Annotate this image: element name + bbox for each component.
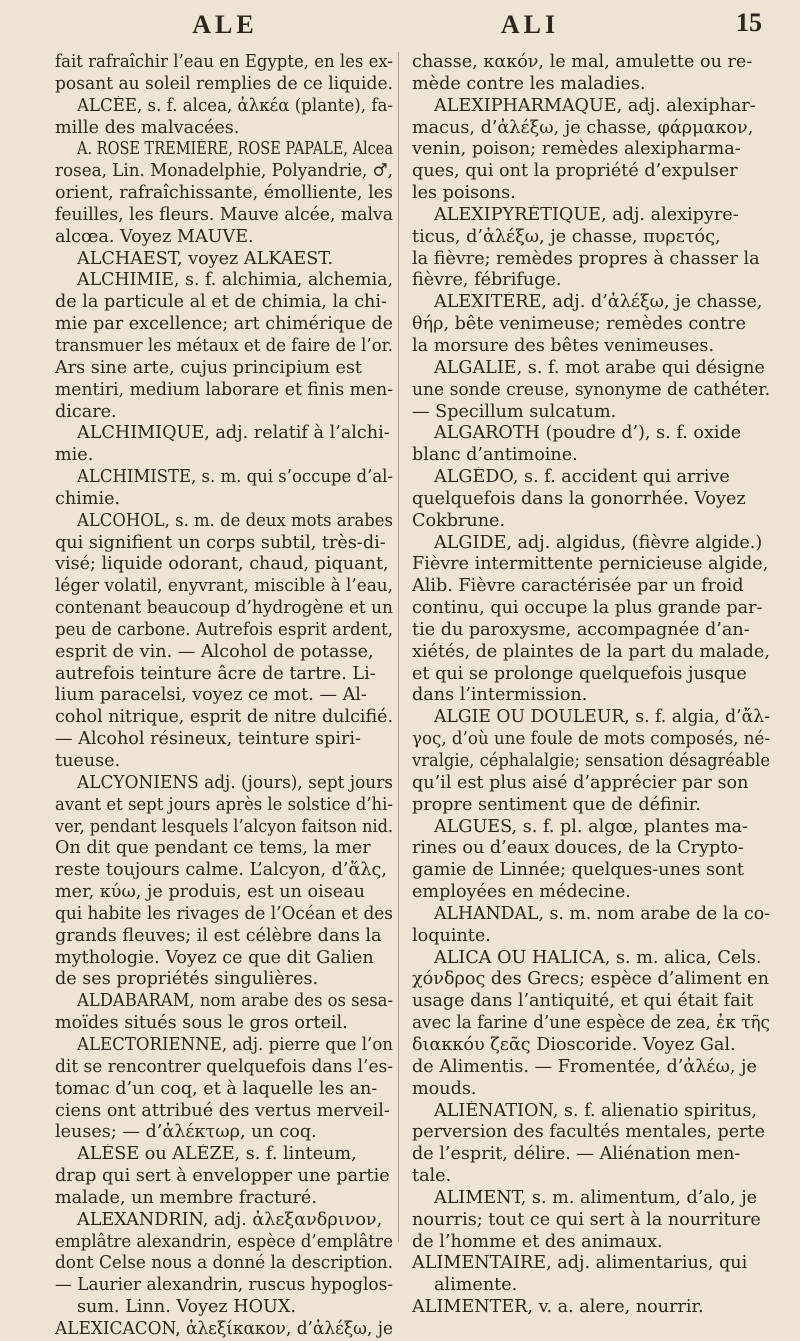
text-line: la fièvre; remèdes propres à chasser la	[412, 248, 760, 269]
text-line: qui habite les rivages de l’Océan et des	[55, 903, 393, 924]
text-line: de la particule al et de chimia, la chi-	[55, 292, 387, 313]
text-line: alcœa. Voyez MAUVE.	[55, 226, 254, 247]
text-line: Fièvre intermittente pernicieuse algide,	[412, 554, 769, 575]
text-line: ALCOHOL, s. m. de deux mots arabes	[77, 510, 393, 531]
text-line: ALCÉE, s. f. alcea, ἀλκέα (plante), fa-	[77, 95, 393, 116]
text-line: alimente.	[434, 1275, 518, 1296]
text-line: mie.	[55, 445, 94, 466]
text-line: ALCHIMISTE, s. m. qui s’occupe d’al-	[77, 467, 393, 488]
text-line: la morsure des bêtes venimeuses.	[412, 335, 715, 356]
text-line: emplâtre alexandrin, espèce d’emplâtre	[55, 1231, 393, 1252]
text-line: avec la farine d’une espèce de zea, ἐκ τῆς	[412, 1013, 770, 1034]
text-line: gamie de Linnée; quelques-unes sont	[412, 860, 744, 881]
left-column	[55, 52, 393, 1341]
text-line: dans l’intermission.	[412, 685, 588, 706]
page-number: 15	[736, 8, 762, 37]
text-line: dont Celse nous a donné la description.	[55, 1253, 393, 1274]
text-line: esprit de vin. — Alcohol de potasse,	[55, 641, 374, 662]
text-line: Alib. Fièvre caractérisée par un froid	[412, 576, 744, 597]
text-line: mouds.	[412, 1078, 477, 1099]
text-line: Cokbrune.	[412, 510, 506, 531]
text-line: ALEXITÈRE, adj. d’ἀλέξω, je chasse,	[434, 292, 763, 313]
text-line: lium paracelsi, voyez ce mot. — Al-	[55, 685, 367, 706]
text-line: γος, d’où une foule de mots composés, né-	[412, 729, 770, 750]
text-line: perversion des facultés mentales, perte	[412, 1122, 766, 1143]
text-line: χόνδρος des Grecs; espèce d’aliment en	[412, 969, 769, 990]
text-line: posant au soleil remplies de ce liquide.	[55, 73, 393, 94]
text-line: tomac d’un coq, et à laquelle les an-	[55, 1078, 378, 1099]
text-line: ALIMENT, s. m. alimentum, d’alo, je	[434, 1187, 758, 1208]
text-line: loquinte.	[412, 925, 491, 946]
text-line: mède contre les maladies.	[412, 73, 646, 94]
text-line: avant et sept jours après le solstice d’hi-	[55, 794, 393, 815]
text-line: continu, qui occupe la plus grande par-	[412, 598, 763, 619]
text-line: qu’il est plus aisé d’apprécier par son	[412, 772, 749, 793]
text-line: mythologie. Voyez ce que dit Galien	[55, 947, 374, 968]
text-line: mille des malvacées.	[55, 117, 240, 138]
text-line: venin, poison; remèdes alexipharma-	[412, 139, 741, 160]
text-line: orient, rafraîchissante, émolliente, les	[55, 183, 393, 204]
text-line: mer, κύω, je produis, est un oiseau	[55, 882, 365, 903]
text-line: chimie.	[55, 488, 121, 509]
text-line: fait rafraîchir l’eau en Egypte, en les ex-	[55, 52, 393, 72]
text-line: θήρ, bête venimeuse; remèdes contre	[412, 314, 746, 335]
text-line: ALEXANDRIN, adj. ἀλεξανδρινον,	[77, 1209, 383, 1230]
text-line: léger volatil, enyvrant, miscible à l’eau,	[55, 576, 393, 597]
text-line: διακκόυ ζεᾶς Dioscoride. Voyez Gal.	[412, 1034, 736, 1055]
text-line: usage dans l’antiquité, et qui était fait	[412, 991, 754, 1012]
text-line: ALDABARAM, nom arabe des os sesa-	[77, 991, 393, 1012]
text-line: ALEXIPHARMAQUE, adj. alexiphar-	[434, 95, 756, 116]
text-line: moïdes situés sous le gros orteil.	[55, 1013, 348, 1034]
text-line: ALEXICACON, ἀλεξίκακον, d’ἀλέξω, je	[55, 1318, 393, 1339]
text-line: une sonde creuse, synonyme de cathéter.	[412, 379, 770, 400]
text-line: rines ou d’eaux douces, de la Crypto-	[412, 838, 744, 859]
text-line: transmuer les métaux et de faire de l’or.	[55, 335, 393, 356]
text-line: feuilles, les fleurs. Mauve alcée, malva	[55, 204, 393, 225]
text-line: ALCHIMIE, s. f. alchimia, alchemia,	[77, 270, 393, 291]
text-line: macus, d’ἀλέξω, je chasse, φάρμακον,	[412, 117, 754, 138]
text-line: vralgie, céphalalgie; sensation désagréable	[412, 751, 770, 771]
text-line: ALICA OU HALICA, s. m. alica, Cels.	[434, 947, 762, 968]
text-line: ALIMENTAIRE, adj. alimentarius, qui	[412, 1253, 748, 1274]
text-line: ALIMENTER, v. a. alere, nourrir.	[412, 1297, 704, 1318]
text-line: ALÈSE ou ALÈZE, s. f. linteum,	[77, 1144, 357, 1165]
text-line: quelquefois dans la gonorrhée. Voyez	[412, 488, 746, 509]
text-line: autrefois teinture âcre de tartre. Li-	[55, 663, 376, 684]
text-line: employées en médecine.	[412, 882, 631, 903]
text-line: blanc d’antimoine.	[412, 445, 578, 466]
text-line: ALGAROTH (poudre d’), s. f. oxide	[434, 423, 742, 444]
text-line: ALGALIE, s. f. mot arabe qui désigne	[434, 357, 765, 378]
text-line: ALGÉDO, s. f. accident qui arrive	[434, 467, 730, 488]
text-line: ciens ont attribué des vertus merveil-	[55, 1100, 390, 1121]
text-line: ALGUES, s. f. pl. algœ, plantes ma-	[434, 816, 748, 837]
right-column	[412, 52, 770, 1319]
text-line: ALIÉNATION, s. f. alienatio spiritus,	[434, 1100, 758, 1121]
text-line: ALGIDE, adj. algidus, (fièvre algide.)	[434, 532, 763, 553]
text-line: ALCYONIENS adj. (jours), sept jours	[77, 772, 393, 793]
text-line: A. ROSE TREMIÈRE, ROSE PAPALE, Alcea	[77, 139, 393, 160]
text-line: xiétés, de plaintes de la part du malade,	[412, 641, 770, 662]
text-line: — Laurier alexandrin, ruscus hypoglos-	[55, 1275, 393, 1296]
text-line: reste toujours calme. L’alcyon, d’ἅλς,	[55, 860, 387, 881]
text-line: leuses; — d’ἀλέκτωρ, un coq.	[55, 1122, 317, 1143]
text-line: cohol nitrique, esprit de nitre dulcifié.	[55, 707, 393, 728]
text-line: visé; liquide odorant, chaud, piquant,	[55, 554, 389, 575]
running-head-right: ALI	[500, 10, 560, 39]
text-line: sum. Linn. Voyez HOUX.	[77, 1297, 296, 1318]
text-line: mentiri, medium laborare et finis men-	[55, 379, 393, 400]
text-line: tale.	[412, 1166, 452, 1187]
text-line: ques, qui ont la propriété d’expulser	[412, 161, 738, 182]
text-line: ALECTORIENNE, adj. pierre que l’on	[77, 1034, 393, 1055]
text-line: de ses propriétés singulières.	[55, 969, 319, 990]
running-head-left: ALE	[192, 10, 258, 39]
text-line: ALHANDAL, s. m. nom arabe de la co-	[434, 903, 770, 924]
text-line: grands fleuves; il est célèbre dans la	[55, 925, 382, 946]
text-line: On dit que pendant ce tems, la mer	[55, 838, 371, 859]
text-line: rosea, Lin. Monadelphie, Polyandrie, ♂,	[55, 161, 393, 182]
text-line: Ars sine arte, cujus principium est	[55, 357, 363, 378]
text-line: malade, un membre fracturé.	[55, 1187, 317, 1208]
text-line: nourris; tout ce qui sert à la nourriture	[412, 1209, 761, 1230]
text-line: chasse, κακόν, le mal, amulette ou re-	[412, 52, 753, 72]
text-line: et qui se prolonge quelquefois jusque	[412, 663, 747, 684]
text-line: qui signifient un corps subtil, très-di-	[55, 532, 386, 553]
text-line: dicare.	[55, 401, 117, 422]
text-line: ver, pendant lesquels l’alcyon faitson nid.	[55, 816, 393, 837]
text-line: — Specillum sulcatum.	[412, 401, 617, 422]
text-line: de Alimentis. — Fromentée, d’ἀλέω, je	[412, 1056, 757, 1077]
text-line: de l’esprit, délire. — Aliénation men-	[412, 1144, 741, 1165]
text-line: ALCHIMIQUE, adj. relatif à l’alchi-	[77, 423, 390, 444]
text-line: tie du paroxysme, accompagnée d’an-	[412, 619, 750, 640]
text-line: drap qui sert à envelopper une partie	[55, 1166, 390, 1187]
column-divider	[398, 52, 399, 1242]
text-line: ALCHAEST, voyez ALKAEST.	[77, 248, 334, 269]
text-line: dit se rencontrer quelquefois dans l’es-	[55, 1056, 393, 1077]
text-line: mie par excellence; art chimérique de	[55, 314, 393, 335]
text-line: peu de carbone. Autrefois esprit ardent,	[55, 619, 393, 640]
text-line: — Alcohol résineux, teinture spiri-	[55, 729, 361, 750]
text-line: tueuse.	[55, 751, 121, 771]
text-line: ALEXIPYRÉTIQUE, adj. alexipyre-	[434, 204, 739, 225]
text-line: de l’homme et des animaux.	[412, 1231, 663, 1252]
text-line: ticus, d’ἀλέξω, je chasse, πυρετός,	[412, 226, 721, 247]
text-line: contenant beaucoup d’hydrogène et un	[55, 598, 393, 619]
text-line: propre sentiment que de définir.	[412, 794, 701, 815]
text-line: fièvre, fébrifuge.	[412, 270, 562, 291]
text-line: ALGIE OU DOULEUR, s. f. algia, d’ἄλ-	[434, 707, 770, 728]
text-line: les poisons.	[412, 183, 516, 204]
